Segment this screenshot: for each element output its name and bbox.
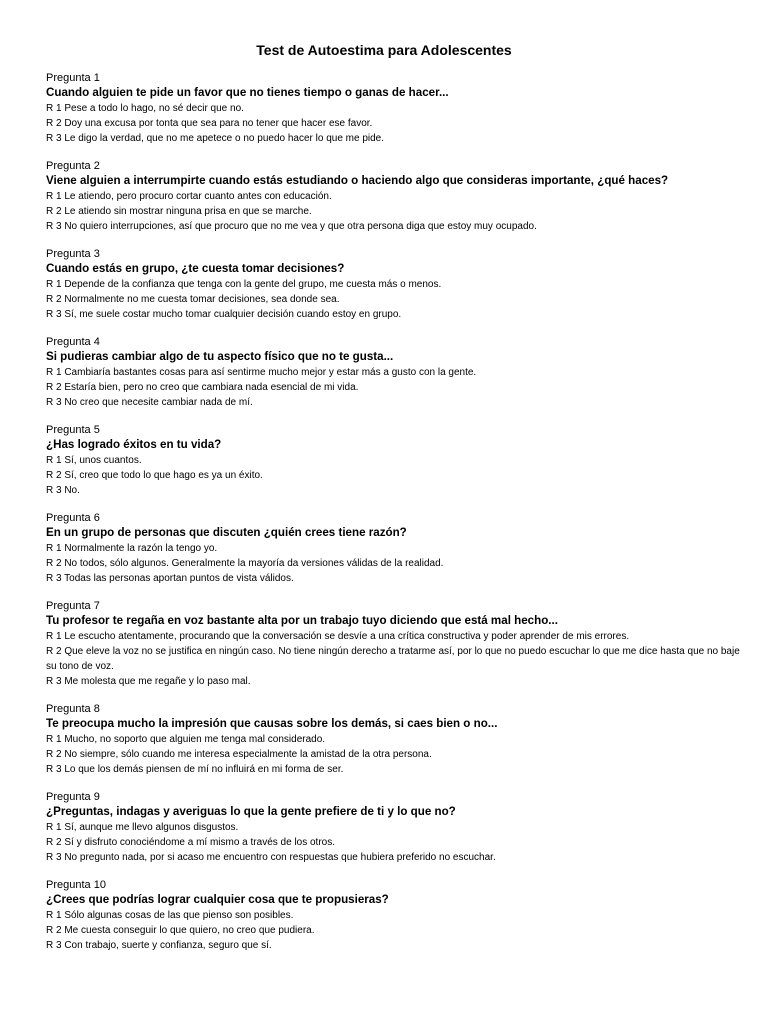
answer-option: R 3 Todas las personas aportan puntos de vista válidos. xyxy=(46,573,294,584)
answer-option: R 2 Que eleve la voz no se justifica en ningún caso. No tiene ningún derecho a tratarme así, por lo que no puedo escuchar lo que me dice hasta que no baje su tono de voz. xyxy=(46,646,740,672)
question-block xyxy=(46,511,748,586)
question-text: Cuando estás en grupo, ¿te cuesta tomar decisiones? xyxy=(46,262,345,275)
question-block xyxy=(46,878,748,953)
answer-option: R 2 Sí, creo que todo lo que hago es ya un éxito. xyxy=(46,470,263,481)
question-block xyxy=(46,790,748,865)
question-block xyxy=(46,247,748,322)
question-label: Pregunta 3 xyxy=(46,248,100,260)
answer-option: R 3 No pregunto nada, por si acaso me encuentro con respuestas que hubiera preferido no escuchar. xyxy=(46,852,496,863)
answer-option: R 2 Me cuesta conseguir lo que quiero, no creo que pudiera. xyxy=(46,925,315,936)
answer-option: R 3 No quiero interrupciones, así que procuro que no me vea y que otra persona diga que estoy muy ocupado. xyxy=(46,221,537,232)
question-text: ¿Crees que podrías lograr cualquier cosa que te propusieras? xyxy=(46,893,389,906)
question-block xyxy=(46,335,748,410)
question-text: Viene alguien a interrumpirte cuando estás estudiando o haciendo algo que consideras importante, ¿qué haces? xyxy=(46,174,669,187)
answer-option: R 1 Depende de la confianza que tenga con la gente del grupo, me cuesta más o menos. xyxy=(46,279,442,290)
answer-option: R 1 Le atiendo, pero procuro cortar cuanto antes con educación. xyxy=(46,191,332,202)
question-text: Cuando alguien te pide un favor que no tienes tiempo o ganas de hacer... xyxy=(46,86,449,99)
question-block xyxy=(46,159,748,234)
question-label: Pregunta 1 xyxy=(46,72,100,84)
answer-option: R 1 Cambiaría bastantes cosas para así sentirme mucho mejor y estar más a gusto con la gente. xyxy=(46,367,477,378)
answer-option: R 3 Le digo la verdad, que no me apetece o no puedo hacer lo que me pide. xyxy=(46,133,385,144)
question-label: Pregunta 4 xyxy=(46,336,100,348)
question-text: ¿Has logrado éxitos en tu vida? xyxy=(46,438,222,451)
answer-option: R 1 Sí, aunque me llevo algunos disgustos. xyxy=(46,822,239,833)
answer-option: R 2 No todos, sólo algunos. Generalmente la mayoría da versiones válidas de la realidad. xyxy=(46,558,444,569)
question-label: Pregunta 5 xyxy=(46,424,100,436)
answer-option: R 3 Me molesta que me regañe y lo paso mal. xyxy=(46,676,251,687)
question-label: Pregunta 10 xyxy=(46,879,106,891)
question-label: Pregunta 2 xyxy=(46,160,100,172)
question-label: Pregunta 9 xyxy=(46,791,100,803)
question-text: ¿Preguntas, indagas y averiguas lo que la gente prefiere de ti y lo que no? xyxy=(46,805,456,818)
question-label: Pregunta 6 xyxy=(46,512,100,524)
answer-option: R 1 Normalmente la razón la tengo yo. xyxy=(46,543,218,554)
answer-option: R 1 Le escucho atentamente, procurando que la conversación se desvíe a una crítica constructiva y poder aprender de mis errores. xyxy=(46,631,630,642)
answer-option: R 2 Doy una excusa por tonta que sea para no tener que hacer ese favor. xyxy=(46,118,373,129)
answer-option: R 2 Estaría bien, pero no creo que cambiara nada esencial de mi vida. xyxy=(46,382,359,393)
question-label: Pregunta 8 xyxy=(46,703,100,715)
question-list xyxy=(46,71,748,953)
question-block xyxy=(46,599,748,689)
question-block xyxy=(46,71,748,146)
answer-option: R 2 No siempre, sólo cuando me interesa especialmente la amistad de la otra persona. xyxy=(46,749,432,760)
question-block xyxy=(46,423,748,498)
document-title: Test de Autoestima para Adolescentes xyxy=(256,42,512,58)
question-text: Si pudieras cambiar algo de tu aspecto físico que no te gusta... xyxy=(46,350,394,363)
question-text: Tu profesor te regaña en voz bastante alta por un trabajo tuyo diciendo que está mal hecho... xyxy=(46,614,558,627)
question-text: En un grupo de personas que discuten ¿quién crees tiene razón? xyxy=(46,526,407,539)
answer-option: R 3 Lo que los demás piensen de mí no influirá en mi forma de ser. xyxy=(46,764,344,775)
answer-option: R 1 Sí, unos cuantos. xyxy=(46,455,142,466)
answer-option: R 2 Le atiendo sin mostrar ninguna prisa en que se marche. xyxy=(46,206,312,217)
answer-option: R 1 Sólo algunas cosas de las que pienso son posibles. xyxy=(46,910,294,921)
answer-option: R 2 Sí y disfruto conociéndome a mí mismo a través de los otros. xyxy=(46,837,336,848)
answer-option: R 3 Sí, me suele costar mucho tomar cualquier decisión cuando estoy en grupo. xyxy=(46,309,402,320)
answer-option: R 1 Pese a todo lo hago, no sé decir que no. xyxy=(46,103,244,114)
answer-option: R 2 Normalmente no me cuesta tomar decisiones, sea donde sea. xyxy=(46,294,340,305)
question-block xyxy=(46,702,748,777)
answer-option: R 3 No creo que necesite cambiar nada de mí. xyxy=(46,397,253,408)
answer-option: R 3 No. xyxy=(46,485,80,496)
answer-option: R 1 Mucho, no soporto que alguien me tenga mal considerado. xyxy=(46,734,326,745)
answer-option: R 3 Con trabajo, suerte y confianza, seguro que sí. xyxy=(46,940,272,951)
question-label: Pregunta 7 xyxy=(46,600,100,612)
question-text: Te preocupa mucho la impresión que causas sobre los demás, si caes bien o no... xyxy=(46,717,498,730)
